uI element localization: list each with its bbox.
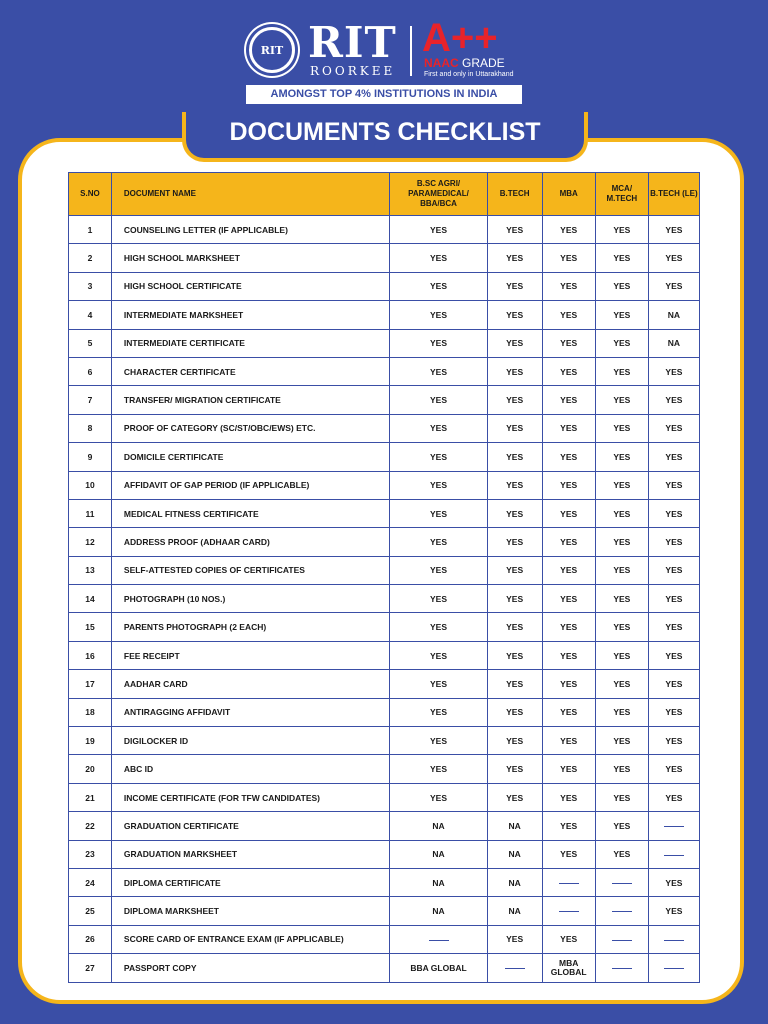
requirement-cell: YES (595, 272, 648, 300)
requirement-cell (542, 897, 595, 925)
not-applicable-dash (559, 883, 579, 884)
not-applicable-dash (612, 883, 632, 884)
table-row (69, 897, 700, 925)
serial-number: 7 (69, 386, 112, 414)
requirement-cell: YES (648, 613, 699, 641)
requirement-cell: YES (487, 244, 542, 272)
serial-number: 20 (69, 755, 112, 783)
document-name: AADHAR CARD (111, 670, 389, 698)
requirement-cell: YES (542, 613, 595, 641)
requirement-cell: YES (390, 641, 488, 669)
requirement-cell: YES (648, 556, 699, 584)
not-applicable-dash (664, 855, 684, 856)
requirement-cell: YES (595, 443, 648, 471)
document-name: HIGH SCHOOL CERTIFICATE (111, 272, 389, 300)
serial-number: 26 (69, 925, 112, 953)
not-applicable-dash (664, 826, 684, 827)
requirement-cell: NA (390, 897, 488, 925)
document-name: AFFIDAVIT OF GAP PERIOD (IF APPLICABLE) (111, 471, 389, 499)
requirement-cell: YES (390, 585, 488, 613)
requirement-cell: YES (542, 670, 595, 698)
requirement-cell (595, 925, 648, 953)
requirement-cell: YES (542, 386, 595, 414)
requirement-cell: YES (390, 443, 488, 471)
document-name: DIPLOMA CERTIFICATE (111, 868, 389, 896)
requirement-cell: YES (648, 443, 699, 471)
serial-number: 12 (69, 528, 112, 556)
not-applicable-dash (559, 911, 579, 912)
requirement-cell: YES (648, 727, 699, 755)
requirement-cell: YES (648, 499, 699, 527)
document-name: PASSPORT COPY (111, 954, 389, 982)
document-name: ADDRESS PROOF (ADHAAR CARD) (111, 528, 389, 556)
requirement-cell: YES (487, 301, 542, 329)
column-header: B.TECH (487, 173, 542, 216)
table-row (69, 244, 700, 272)
requirement-cell: YES (390, 755, 488, 783)
requirement-cell: YES (595, 641, 648, 669)
requirement-cell (595, 868, 648, 896)
seal-icon: RIT (244, 22, 300, 78)
requirement-cell: YES (648, 783, 699, 811)
not-applicable-dash (505, 968, 525, 969)
table-row (69, 528, 700, 556)
table-row (69, 272, 700, 300)
document-name: CHARACTER CERTIFICATE (111, 357, 389, 385)
requirement-cell: NA (487, 868, 542, 896)
requirement-cell: YES (487, 698, 542, 726)
requirement-cell: YES (487, 925, 542, 953)
page-title: DOCUMENTS CHECKLIST (229, 118, 541, 146)
requirement-cell (487, 954, 542, 982)
requirement-cell: YES (542, 641, 595, 669)
requirement-cell: YES (648, 670, 699, 698)
requirement-cell: YES (487, 499, 542, 527)
requirement-cell: YES (595, 244, 648, 272)
table-row (69, 414, 700, 442)
serial-number: 19 (69, 727, 112, 755)
column-header: DOCUMENT NAME (111, 173, 389, 216)
requirement-cell: MBA GLOBAL (542, 954, 595, 982)
not-applicable-dash (429, 940, 449, 941)
requirement-cell: YES (390, 727, 488, 755)
requirement-cell (595, 954, 648, 982)
serial-number: 17 (69, 670, 112, 698)
documents-table (68, 172, 700, 983)
requirement-cell: YES (542, 301, 595, 329)
serial-number: 3 (69, 272, 112, 300)
requirement-cell: YES (595, 329, 648, 357)
table-row (69, 301, 700, 329)
requirement-cell: YES (648, 585, 699, 613)
requirement-cell: YES (542, 357, 595, 385)
institution-location: ROORKEE (310, 64, 396, 78)
requirement-cell: YES (390, 357, 488, 385)
document-name: ANTIRAGGING AFFIDAVIT (111, 698, 389, 726)
requirement-cell: YES (595, 670, 648, 698)
requirement-cell: BBA GLOBAL (390, 954, 488, 982)
requirement-cell: YES (595, 585, 648, 613)
requirement-cell: NA (487, 840, 542, 868)
requirement-cell: YES (595, 471, 648, 499)
table-row (69, 613, 700, 641)
table-row (69, 783, 700, 811)
column-header: MCA/ M.TECH (595, 173, 648, 216)
requirement-cell: YES (542, 414, 595, 442)
table-row (69, 698, 700, 726)
requirement-cell: NA (648, 301, 699, 329)
requirement-cell: YES (542, 585, 595, 613)
requirement-cell: YES (487, 386, 542, 414)
requirement-cell: YES (487, 471, 542, 499)
serial-number: 18 (69, 698, 112, 726)
requirement-cell: YES (390, 386, 488, 414)
requirement-cell: YES (648, 868, 699, 896)
serial-number: 10 (69, 471, 112, 499)
requirement-cell: YES (487, 357, 542, 385)
requirement-cell: YES (487, 585, 542, 613)
table-row (69, 357, 700, 385)
ranking-banner: AMONGST TOP 4% INSTITUTIONS IN INDIA (246, 85, 522, 104)
requirement-cell: YES (648, 641, 699, 669)
requirement-cell: YES (595, 755, 648, 783)
document-name: SELF-ATTESTED COPIES OF CERTIFICATES (111, 556, 389, 584)
requirement-cell: YES (390, 244, 488, 272)
requirement-cell: YES (595, 783, 648, 811)
column-header: MBA (542, 173, 595, 216)
serial-number: 5 (69, 329, 112, 357)
table-row (69, 329, 700, 357)
requirement-cell: YES (390, 216, 488, 244)
requirement-cell: YES (487, 216, 542, 244)
requirement-cell: YES (390, 528, 488, 556)
table-row (69, 556, 700, 584)
column-header: B.TECH (LE) (648, 173, 699, 216)
document-name: TRANSFER/ MIGRATION CERTIFICATE (111, 386, 389, 414)
table-row (69, 954, 700, 982)
document-name: MEDICAL FITNESS CERTIFICATE (111, 499, 389, 527)
serial-number: 22 (69, 812, 112, 840)
document-name: FEE RECEIPT (111, 641, 389, 669)
document-name: DIGILOCKER ID (111, 727, 389, 755)
requirement-cell: YES (595, 727, 648, 755)
institution-name: RIT (308, 18, 397, 67)
grade-tagline: First and only in Uttarakhand (424, 71, 514, 78)
requirement-cell: YES (542, 443, 595, 471)
requirement-cell: YES (595, 556, 648, 584)
not-applicable-dash (612, 911, 632, 912)
requirement-cell: YES (390, 670, 488, 698)
document-name: INTERMEDIATE MARKSHEET (111, 301, 389, 329)
requirement-cell (542, 868, 595, 896)
document-name: COUNSELING LETTER (IF APPLICABLE) (111, 216, 389, 244)
requirement-cell: YES (487, 783, 542, 811)
requirement-cell: YES (648, 698, 699, 726)
serial-number: 8 (69, 414, 112, 442)
requirement-cell: YES (595, 840, 648, 868)
requirement-cell: YES (648, 357, 699, 385)
requirement-cell: YES (648, 897, 699, 925)
serial-number: 14 (69, 585, 112, 613)
requirement-cell (648, 812, 699, 840)
requirement-cell (390, 925, 488, 953)
document-name: DOMICILE CERTIFICATE (111, 443, 389, 471)
requirement-cell: YES (648, 244, 699, 272)
requirement-cell: YES (542, 329, 595, 357)
requirement-cell: YES (542, 727, 595, 755)
table-body (69, 216, 700, 983)
requirement-cell: YES (487, 528, 542, 556)
serial-number: 4 (69, 301, 112, 329)
requirement-cell: YES (542, 244, 595, 272)
requirement-cell: YES (595, 386, 648, 414)
document-name: PARENTS PHOTOGRAPH (2 EACH) (111, 613, 389, 641)
requirement-cell: YES (542, 528, 595, 556)
serial-number: 2 (69, 244, 112, 272)
table-row (69, 386, 700, 414)
requirement-cell: YES (390, 783, 488, 811)
table-row (69, 840, 700, 868)
table-row (69, 443, 700, 471)
requirement-cell: YES (487, 755, 542, 783)
requirement-cell (648, 925, 699, 953)
requirement-cell: YES (390, 301, 488, 329)
table-row (69, 216, 700, 244)
document-name: DIPLOMA MARKSHEET (111, 897, 389, 925)
requirement-cell: YES (487, 641, 542, 669)
column-header: S.NO (69, 173, 112, 216)
requirement-cell: NA (487, 812, 542, 840)
requirement-cell: YES (542, 840, 595, 868)
document-name: HIGH SCHOOL MARKSHEET (111, 244, 389, 272)
requirement-cell (648, 840, 699, 868)
document-name: PROOF OF CATEGORY (SC/ST/OBC/EWS) ETC. (111, 414, 389, 442)
requirement-cell: NA (487, 897, 542, 925)
requirement-cell: YES (542, 556, 595, 584)
table-row (69, 670, 700, 698)
requirement-cell: YES (542, 272, 595, 300)
requirement-cell: YES (542, 755, 595, 783)
requirement-cell: YES (595, 528, 648, 556)
requirement-cell: YES (487, 556, 542, 584)
requirement-cell: NA (390, 812, 488, 840)
requirement-cell: YES (390, 613, 488, 641)
table-row (69, 499, 700, 527)
requirement-cell: YES (390, 414, 488, 442)
requirement-cell: YES (487, 670, 542, 698)
requirement-cell: YES (595, 613, 648, 641)
table-row (69, 641, 700, 669)
requirement-cell: NA (390, 868, 488, 896)
table-row (69, 471, 700, 499)
serial-number: 16 (69, 641, 112, 669)
requirement-cell: YES (390, 329, 488, 357)
requirement-cell (648, 954, 699, 982)
requirement-cell: YES (542, 499, 595, 527)
requirement-cell (595, 897, 648, 925)
serial-number: 27 (69, 954, 112, 982)
requirement-cell: YES (487, 414, 542, 442)
requirement-cell: YES (542, 925, 595, 953)
requirement-cell: YES (542, 471, 595, 499)
serial-number: 1 (69, 216, 112, 244)
document-name: SCORE CARD OF ENTRANCE EXAM (IF APPLICABLE) (111, 925, 389, 953)
not-applicable-dash (664, 968, 684, 969)
table-row (69, 925, 700, 953)
table-row (69, 868, 700, 896)
serial-number: 23 (69, 840, 112, 868)
column-header: B.SC AGRI/ PARAMEDICAL/ BBA/BCA (390, 173, 488, 216)
serial-number: 21 (69, 783, 112, 811)
not-applicable-dash (664, 940, 684, 941)
document-name: ABC ID (111, 755, 389, 783)
requirement-cell: YES (648, 414, 699, 442)
requirement-cell: YES (648, 386, 699, 414)
requirement-cell: YES (648, 755, 699, 783)
requirement-cell: YES (595, 357, 648, 385)
requirement-cell: YES (648, 528, 699, 556)
requirement-cell: YES (390, 471, 488, 499)
requirement-cell: YES (542, 216, 595, 244)
institution-logo (244, 16, 534, 80)
requirement-cell: NA (390, 840, 488, 868)
not-applicable-dash (612, 968, 632, 969)
requirement-cell: YES (648, 471, 699, 499)
table-header-row (69, 173, 700, 216)
requirement-cell: YES (595, 698, 648, 726)
table-row (69, 585, 700, 613)
requirement-cell: YES (648, 272, 699, 300)
logo-divider (410, 26, 412, 76)
requirement-cell: YES (487, 613, 542, 641)
requirement-cell: YES (487, 272, 542, 300)
not-applicable-dash (612, 940, 632, 941)
serial-number: 9 (69, 443, 112, 471)
requirement-cell: YES (595, 499, 648, 527)
requirement-cell: YES (487, 727, 542, 755)
serial-number: 6 (69, 357, 112, 385)
serial-number: 13 (69, 556, 112, 584)
document-name: INTERMEDIATE CERTIFICATE (111, 329, 389, 357)
requirement-cell: YES (390, 556, 488, 584)
requirement-cell: YES (487, 329, 542, 357)
table-row (69, 727, 700, 755)
document-name: GRADUATION MARKSHEET (111, 840, 389, 868)
requirement-cell: YES (487, 443, 542, 471)
requirement-cell: YES (542, 812, 595, 840)
requirement-cell: YES (595, 216, 648, 244)
requirement-cell: YES (595, 414, 648, 442)
requirement-cell: NA (648, 329, 699, 357)
requirement-cell: YES (595, 301, 648, 329)
requirement-cell: YES (648, 216, 699, 244)
serial-number: 24 (69, 868, 112, 896)
document-name: GRADUATION CERTIFICATE (111, 812, 389, 840)
requirement-cell: YES (542, 783, 595, 811)
requirement-cell: YES (390, 698, 488, 726)
requirement-cell: YES (595, 812, 648, 840)
requirement-cell: YES (390, 272, 488, 300)
table-row (69, 812, 700, 840)
table-row (69, 755, 700, 783)
document-name: PHOTOGRAPH (10 NOS.) (111, 585, 389, 613)
serial-number: 11 (69, 499, 112, 527)
naac-label: NAAC GRADE (424, 56, 505, 70)
serial-number: 15 (69, 613, 112, 641)
requirement-cell: YES (542, 698, 595, 726)
requirement-cell: YES (390, 499, 488, 527)
serial-number: 25 (69, 897, 112, 925)
grade-badge: A++ (422, 16, 498, 60)
document-name: INCOME CERTIFICATE (FOR TFW CANDIDATES) (111, 783, 389, 811)
